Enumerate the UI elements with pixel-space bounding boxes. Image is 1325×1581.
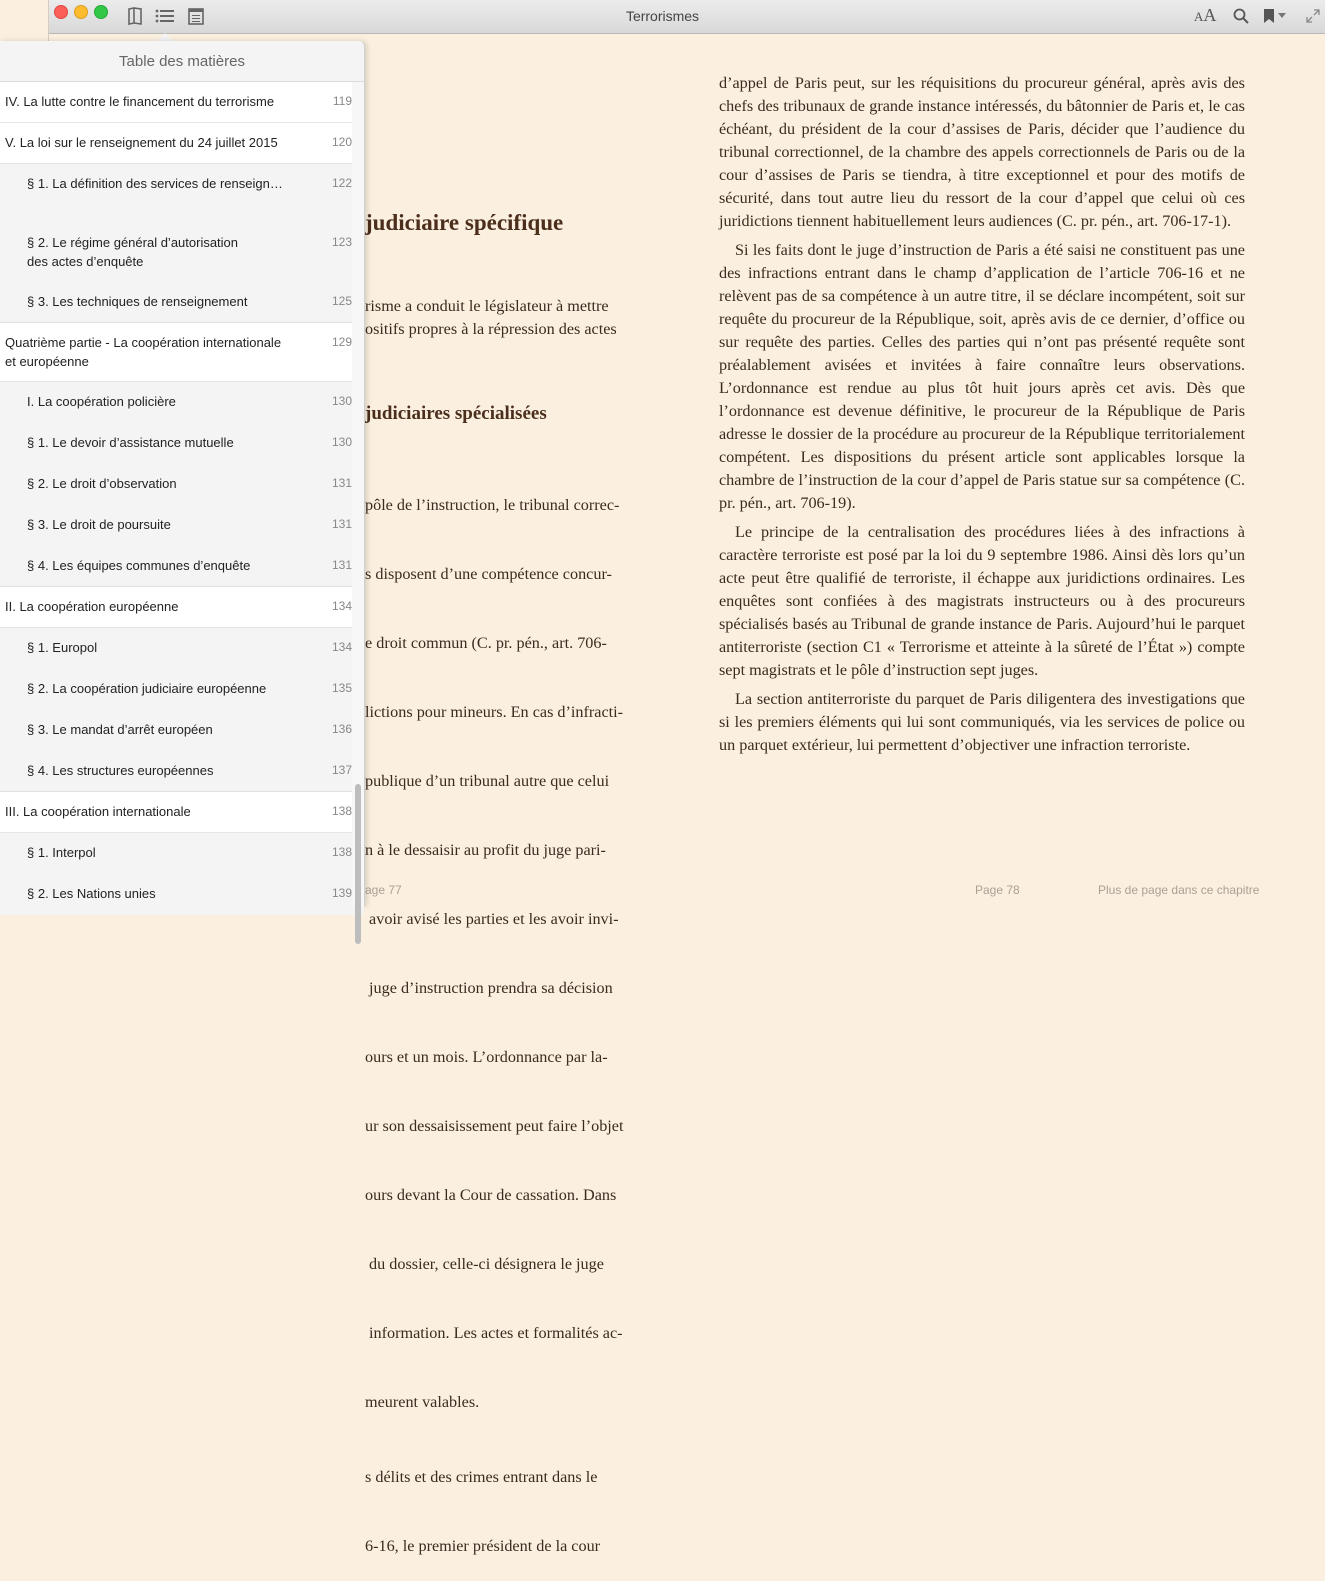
text-line: n à le dessaisir au profit du juge pari- [365, 841, 606, 859]
toc-item-page: 139 [331, 886, 352, 900]
toc-item[interactable] [0, 546, 364, 587]
toc-item[interactable] [0, 382, 364, 423]
left-intro [365, 295, 637, 341]
toc-item[interactable] [0, 628, 364, 669]
text-line: risme a conduit le législateur à mettre [365, 297, 609, 315]
toc-item-label: § 4. Les structures européennes [27, 763, 214, 778]
search-button[interactable] [1228, 4, 1254, 28]
toc-item-label: V. La loi sur le renseignement du 24 juillet 2015 [5, 135, 278, 150]
toc-item-label: III. La coopération internationale [5, 804, 191, 819]
toc-item[interactable] [0, 323, 364, 382]
window-title: Terrorismes [625, 8, 700, 24]
toc-item-page: 130 [331, 394, 352, 408]
fullscreen-button[interactable] [1300, 4, 1325, 28]
text-line: 6-16, le premier président de la cour [365, 1537, 601, 1555]
chapter-remaining: Plus de page dans ce chapitre [1098, 883, 1260, 897]
toc-item-page: 137 [331, 763, 352, 777]
toc-item-label: § 2. Le droit d’observation [27, 476, 177, 491]
toc-popover [0, 41, 365, 906]
toc-item[interactable] [0, 282, 364, 323]
paragraph: d’appel de Paris peut, sur les réquisitions du procureur général, après avis des chefs des tribunaux de grande instance intéressés, du bâtonnier de Paris et, le cas échéant, du président de la cour d’assises de Paris, décider que l’audience du tribunal correctionnel, de la chambre des appels correctionnels de Paris ou de la cour d’assises de Paris se tiendra, à titre exceptionnel et pour des motifs de sécurité, dans tout autre lieu du ressort de la cour d’appel que celui où ces juridictions tiennent habituellement leurs audiences (C. pr. pén., art. 706-17-1). [719, 74, 1245, 230]
text-line: pôle de l’instruction, le tribunal correc- [365, 496, 620, 514]
paragraph: Le principe de la centralisation des procédures liées à des infractions à caractère terroriste est posé par la loi du 9 septembre 1986. Ainsi dès lors qu’un acte peut être qualifié de terroriste, il échappe aux juridictions ordinaires. Les enquêtes sont confiées à des magistrats instructeurs ou à des procureurs spécialisés basés au Tribunal de grande instance de Paris. Aujourd’hui le parquet antiterroriste (section C1 « Terrorisme et atteinte à la sûreté de l’État ») compte sept magistrats et le pôle d’instruction sept juges. [719, 523, 1245, 679]
toc-item-label: IV. La lutte contre le financement du terrorisme [5, 94, 275, 109]
toc-item[interactable] [0, 751, 364, 792]
right-page-number: Page 78 [975, 883, 1020, 897]
paragraph: La section antiterroriste du parquet de Paris diligentera des investigations que si les premiers éléments qui lui sont communiqués, via les services de police ou un parquet extérieur, lui permettent d’objectiver une infraction terroriste. [719, 690, 1245, 754]
toc-item[interactable] [0, 423, 364, 464]
toc-item-page: 122 [331, 176, 352, 190]
paragraph: Si les faits dont le juge d’instruction de Paris a été saisi ne constituent pas une des infractions entrant dans le champ d’application de l’article 706-16 et ne relèvent pas de sa compétence à un autre titre, il se déclare incompétent, soit sur requête du procureur de la République, soit, après avis de ce dernier, d’office ou sur requête des parties. Celles des parties qui n’ont pas présenté requête sont préalablement avisées et invitées à faire connaître leurs observations. L’ordonnance est rendue au plus tôt huit jours après cet avis. Dès que l’ordonnance est devenue définitive, le procureur de la République de Paris adresse le dossier de la procédure au procureur de la République territorialement compétent. Les dispositions du présent article sont applicables lorsque la chambre de l’instruction de la cour d’appel de Paris statue sur sa compétence (C. pr. pén., art. 706-19). [719, 241, 1245, 512]
toc-item[interactable] [0, 123, 364, 164]
toc-item-label: II. La coopération européenne [5, 599, 179, 614]
toc-item-page: 130 [331, 435, 352, 449]
toc-item[interactable] [0, 587, 364, 628]
toc-item-page: 138 [331, 845, 352, 859]
font-size-big-label: A [1203, 5, 1217, 25]
toc-item[interactable] [0, 669, 364, 710]
toc-item-label: § 3. Le droit de poursuite [27, 517, 171, 532]
toc-item[interactable] [0, 223, 364, 282]
search-icon [1233, 8, 1249, 24]
text-line: information. Les actes et formalités ac- [365, 1324, 623, 1342]
font-size-button[interactable] [1194, 5, 1216, 26]
toc-item[interactable] [0, 874, 364, 915]
text-line: e droit commun (C. pr. pén., art. 706- [365, 634, 607, 652]
page-corner [0, 0, 49, 41]
right-page-text [719, 72, 1245, 763]
toc-title: Table des matières [0, 41, 364, 82]
toc-item-page: 131 [331, 476, 352, 490]
toc-list [0, 82, 364, 915]
toc-item-page: 131 [331, 558, 352, 572]
toc-scrollbar[interactable] [352, 82, 364, 906]
toc-item-page: 134 [331, 640, 352, 654]
toc-item-page: 135 [331, 681, 352, 695]
toc-item-page: 123 [331, 235, 352, 249]
toc-item-page: 134 [331, 599, 352, 613]
left-body [365, 448, 637, 1581]
text-line: ours devant la Cour de cassation. Dans [365, 1186, 617, 1204]
toc-item-label: § 1. La définition des services de renseign… [27, 176, 283, 191]
toc-item-label: § 1. Interpol [27, 845, 96, 860]
toc-scrollbar-thumb[interactable] [355, 784, 361, 944]
toc-item[interactable] [0, 833, 364, 874]
toc-item-page: 129 [331, 335, 352, 349]
text-line: s disposent d’une compétence concur- [365, 565, 612, 583]
text-line: du dossier, celle-ci désignera le juge [365, 1255, 604, 1273]
toc-item-label: Quatrième partie - La coopération internationale et européenne [5, 335, 282, 369]
toc-item-page: 120 [331, 135, 352, 149]
toc-item[interactable] [0, 164, 364, 223]
text-line: avoir avisé les parties et les avoir invi- [365, 910, 619, 928]
toc-item-page: 119 [332, 94, 352, 108]
font-size-small-label: A [1194, 9, 1204, 24]
toc-item[interactable] [0, 710, 364, 751]
chapter-heading: judiciaire spécifique [365, 210, 564, 235]
left-page-number: age 77 [365, 883, 402, 897]
toc-item-page: 138 [331, 804, 352, 818]
toc-item[interactable] [0, 82, 364, 123]
fullscreen-icon [1306, 9, 1320, 23]
toc-item-label: § 1. Europol [27, 640, 98, 655]
chevron-down-icon [1278, 13, 1286, 19]
bookmark-button[interactable] [1259, 4, 1289, 28]
toc-item-label: § 1. Le devoir d’assistance mutuelle [27, 435, 234, 450]
section-heading: judiciaires spécialisées [365, 403, 547, 424]
toc-item-label: § 2. Les Nations unies [27, 886, 156, 901]
bookmark-icon [1263, 8, 1275, 24]
text-line: s délits et des crimes entrant dans le [365, 1468, 598, 1486]
toc-item-label: § 3. Le mandat d’arrêt européen [27, 722, 213, 737]
toc-item[interactable] [0, 505, 364, 546]
toc-item-label: § 3. Les techniques de renseignement [27, 294, 248, 309]
toc-item-label: § 4. Les équipes communes d’enquête [27, 558, 251, 573]
text-line: ours et un mois. L’ordonnance par la- [365, 1048, 608, 1066]
text-line: meurent valables. [365, 1393, 480, 1411]
title-bar [0, 0, 1325, 34]
toc-item[interactable] [0, 464, 364, 505]
text-line: lictions pour mineurs. En cas d’infracti- [365, 703, 624, 721]
text-line: ur son dessaisissement peut faire l’objet [365, 1117, 624, 1135]
toc-item-label: § 2. Le régime général d’autorisation des actes d’enquête [27, 235, 239, 269]
text-line: juge d’instruction prendra sa décision [365, 979, 613, 997]
toc-item-page: 136 [331, 722, 352, 736]
toc-item-label: I. La coopération policière [27, 394, 176, 409]
text-line: ositifs propres à la répression des actes [365, 320, 617, 338]
text-line: publique d’un tribunal autre que celui [365, 772, 610, 790]
toc-item-page: 125 [331, 294, 352, 308]
toc-item-page: 131 [331, 517, 352, 531]
toc-item-label: § 2. La coopération judiciaire européenne [27, 681, 267, 696]
toc-item[interactable] [0, 792, 364, 833]
